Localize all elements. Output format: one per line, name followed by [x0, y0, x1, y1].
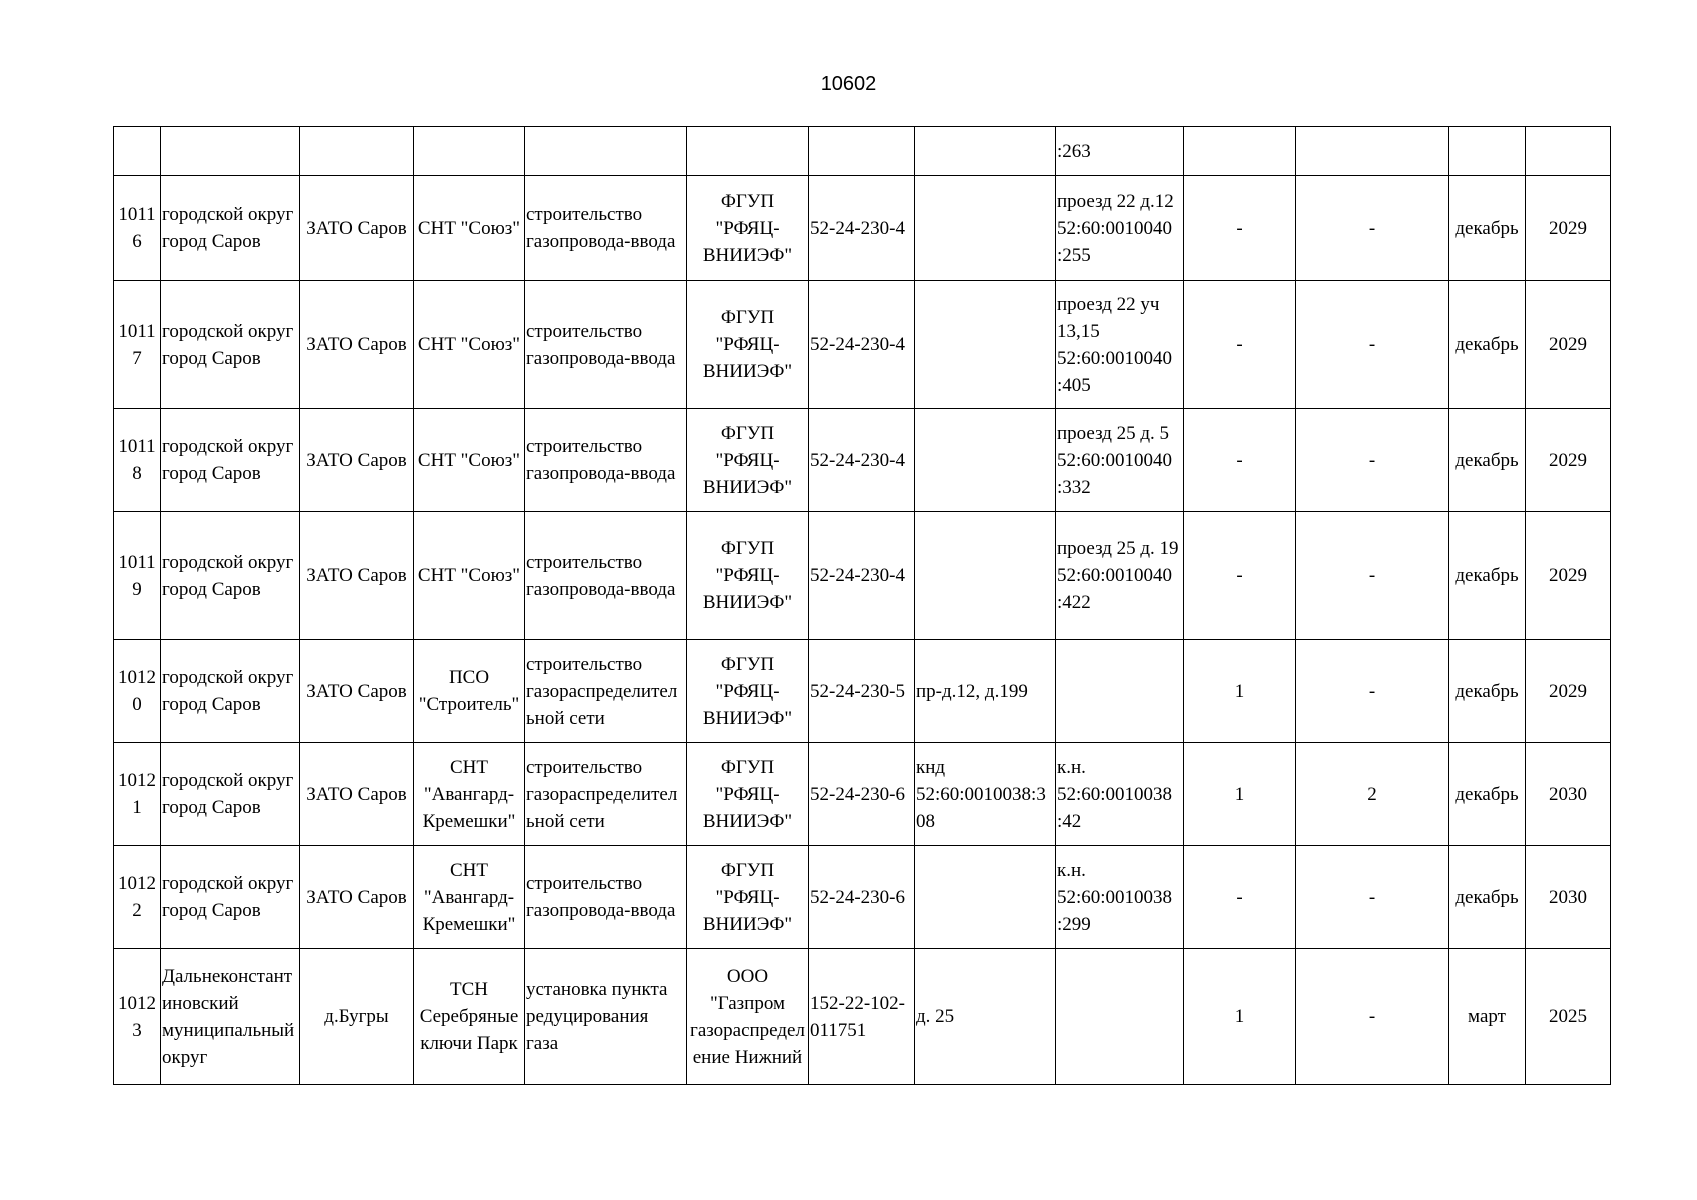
- count-cell: -: [1184, 281, 1296, 409]
- count-cell: -: [1184, 409, 1296, 512]
- count-cell-2: -: [1296, 281, 1449, 409]
- row-number-cell: 10118: [114, 409, 161, 512]
- code-cell: 52-24-230-4: [809, 176, 915, 281]
- table-row: [114, 512, 1611, 640]
- table-row: [114, 640, 1611, 743]
- code-cell: 52-24-230-4: [809, 409, 915, 512]
- cadastral-cell: проезд 25 д. 19 52:60:0010040 :422: [1056, 512, 1184, 640]
- municipality-cell: городской округ город Саров: [161, 640, 300, 743]
- row-number-cell: 10117: [114, 281, 161, 409]
- page-number: 10602: [820, 73, 877, 95]
- locality-cell: ЗАТО Саров: [300, 512, 414, 640]
- row-number-cell: 10121: [114, 743, 161, 846]
- work-type-cell: строительство газопровода-ввода: [525, 846, 687, 949]
- object-cell: СНТ "Союз": [414, 512, 525, 640]
- address-cell: [915, 176, 1056, 281]
- month-cell: декабрь: [1449, 640, 1526, 743]
- address-cell: пр-д.12, д.199: [915, 640, 1056, 743]
- count-cell: 1: [1184, 743, 1296, 846]
- count-cell-2: 2: [1296, 743, 1449, 846]
- month-cell: декабрь: [1449, 512, 1526, 640]
- object-cell: СНТ "Союз": [414, 281, 525, 409]
- year-cell: 2029: [1526, 512, 1611, 640]
- code-cell: 52-24-230-6: [809, 846, 915, 949]
- code-cell: 52-24-230-4: [809, 281, 915, 409]
- address-cell: [915, 512, 1056, 640]
- address-cell: [915, 409, 1056, 512]
- code-cell: 52-24-230-6: [809, 743, 915, 846]
- year-cell: 2030: [1526, 743, 1611, 846]
- month-cell: декабрь: [1449, 743, 1526, 846]
- address-cell: кнд 52:60:0010038:308: [915, 743, 1056, 846]
- municipality-cell: городской округ город Саров: [161, 176, 300, 281]
- object-cell: ТСН Серебряные ключи Парк: [414, 949, 525, 1085]
- cadastral-cell: проезд 22 д.12 52:60:0010040 :255: [1056, 176, 1184, 281]
- row-number-cell: 10116: [114, 176, 161, 281]
- count-cell: 1: [1184, 949, 1296, 1085]
- organization-cell: ФГУП "РФЯЦ-ВНИИЭФ": [687, 176, 809, 281]
- row-number-cell: 10122: [114, 846, 161, 949]
- cadastral-cell: к.н. 52:60:0010038 :299: [1056, 846, 1184, 949]
- work-type-cell: строительство газораспределительной сети: [525, 743, 687, 846]
- count-cell-2: -: [1296, 846, 1449, 949]
- year-cell: 2029: [1526, 281, 1611, 409]
- table-row: [114, 743, 1611, 846]
- municipality-cell: городской округ город Саров: [161, 846, 300, 949]
- table-row-continuation: [114, 127, 1611, 176]
- row-number-cell: 10119: [114, 512, 161, 640]
- organization-cell: ФГУП "РФЯЦ-ВНИИЭФ": [687, 281, 809, 409]
- organization-cell: ФГУП "РФЯЦ-ВНИИЭФ": [687, 640, 809, 743]
- locality-cell: ЗАТО Саров: [300, 743, 414, 846]
- month-cell: декабрь: [1449, 281, 1526, 409]
- locality-cell: ЗАТО Саров: [300, 640, 414, 743]
- row-number-cell: 10120: [114, 640, 161, 743]
- cadastral-cell: [1056, 949, 1184, 1085]
- municipality-cell: городской округ город Саров: [161, 409, 300, 512]
- count-cell: -: [1184, 512, 1296, 640]
- organization-cell: ФГУП "РФЯЦ-ВНИИЭФ": [687, 409, 809, 512]
- table-row: [114, 949, 1611, 1085]
- work-type-cell: строительство газопровода-ввода: [525, 176, 687, 281]
- work-type-cell: строительство газопровода-ввода: [525, 512, 687, 640]
- organization-cell: ФГУП "РФЯЦ-ВНИИЭФ": [687, 743, 809, 846]
- code-cell: 152-22-102-011751: [809, 949, 915, 1085]
- object-cell: СНТ "Авангард-Кремешки": [414, 846, 525, 949]
- locality-cell: д.Бугры: [300, 949, 414, 1085]
- municipality-cell: городской округ город Саров: [161, 512, 300, 640]
- year-cell: 2029: [1526, 640, 1611, 743]
- month-cell: декабрь: [1449, 176, 1526, 281]
- year-cell: 2029: [1526, 176, 1611, 281]
- organization-cell: ФГУП "РФЯЦ-ВНИИЭФ": [687, 512, 809, 640]
- month-cell: декабрь: [1449, 409, 1526, 512]
- year-cell: 2030: [1526, 846, 1611, 949]
- work-type-cell: строительство газопровода-ввода: [525, 281, 687, 409]
- month-cell: декабрь: [1449, 846, 1526, 949]
- table-row: [114, 846, 1611, 949]
- table-row: [114, 176, 1611, 281]
- cadastral-cell: :263: [1056, 127, 1184, 176]
- object-cell: ПСО "Строитель": [414, 640, 525, 743]
- organization-cell: ООО "Газпром газораспределение Нижний: [687, 949, 809, 1085]
- cadastral-cell: к.н. 52:60:0010038 :42: [1056, 743, 1184, 846]
- month-cell: март: [1449, 949, 1526, 1085]
- count-cell-2: -: [1296, 949, 1449, 1085]
- cadastral-cell: проезд 25 д. 5 52:60:0010040 :332: [1056, 409, 1184, 512]
- address-cell: [915, 846, 1056, 949]
- row-number-cell: 10123: [114, 949, 161, 1085]
- count-cell: 1: [1184, 640, 1296, 743]
- address-cell: [915, 281, 1056, 409]
- count-cell-2: -: [1296, 409, 1449, 512]
- gas-registry-table: [113, 126, 1611, 1085]
- count-cell-2: -: [1296, 640, 1449, 743]
- code-cell: 52-24-230-4: [809, 512, 915, 640]
- object-cell: СНТ "Союз": [414, 176, 525, 281]
- count-cell: -: [1184, 846, 1296, 949]
- year-cell: 2025: [1526, 949, 1611, 1085]
- organization-cell: ФГУП "РФЯЦ-ВНИИЭФ": [687, 846, 809, 949]
- work-type-cell: строительство газораспределительной сети: [525, 640, 687, 743]
- locality-cell: ЗАТО Саров: [300, 409, 414, 512]
- count-cell-2: -: [1296, 176, 1449, 281]
- table-row: [114, 281, 1611, 409]
- locality-cell: ЗАТО Саров: [300, 176, 414, 281]
- municipality-cell: городской округ город Саров: [161, 743, 300, 846]
- count-cell-2: -: [1296, 512, 1449, 640]
- object-cell: СНТ "Союз": [414, 409, 525, 512]
- object-cell: СНТ "Авангард-Кремешки": [414, 743, 525, 846]
- work-type-cell: строительство газопровода-ввода: [525, 409, 687, 512]
- cadastral-cell: проезд 22 уч 13,15 52:60:0010040 :405: [1056, 281, 1184, 409]
- year-cell: 2029: [1526, 409, 1611, 512]
- municipality-cell: Дальнеконстантиновский муниципальный округ: [161, 949, 300, 1085]
- municipality-cell: городской округ город Саров: [161, 281, 300, 409]
- cadastral-cell: [1056, 640, 1184, 743]
- work-type-cell: установка пункта редуцирования газа: [525, 949, 687, 1085]
- count-cell: -: [1184, 176, 1296, 281]
- table-row: [114, 409, 1611, 512]
- address-cell: д. 25: [915, 949, 1056, 1085]
- code-cell: 52-24-230-5: [809, 640, 915, 743]
- locality-cell: ЗАТО Саров: [300, 846, 414, 949]
- locality-cell: ЗАТО Саров: [300, 281, 414, 409]
